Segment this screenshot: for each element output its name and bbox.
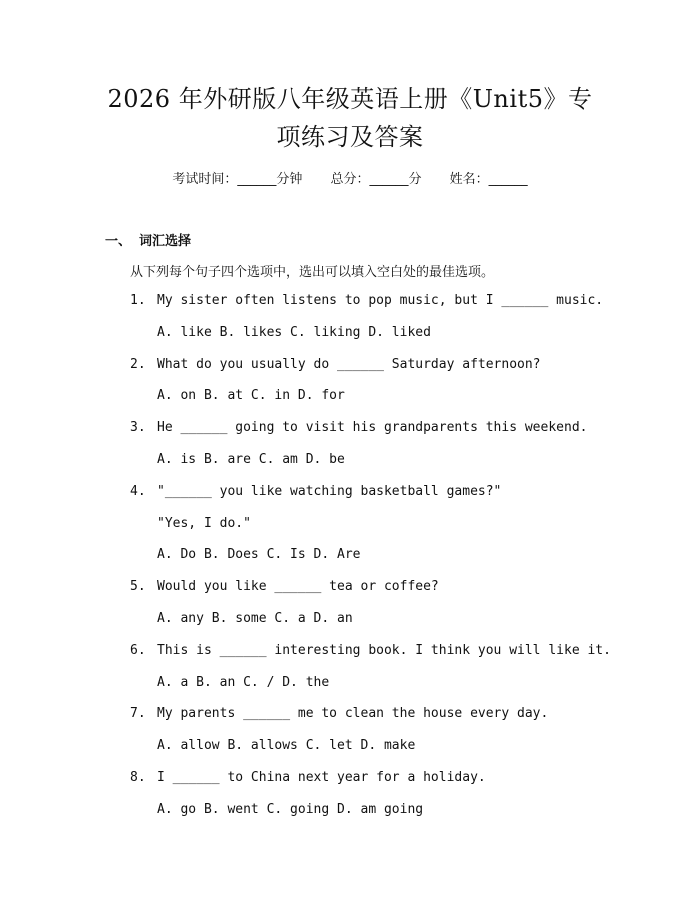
exam-time-label: 考试时间：______分钟 <box>172 172 303 187</box>
question-text: My sister often listens to pop music, but I ______ music. <box>157 293 604 308</box>
question-text: This is ______ interesting book. I think you will like it. <box>157 642 611 658</box>
student-name-label: 姓名：______ <box>449 172 528 187</box>
question-options: A. on B. at C. in D. for <box>157 388 345 404</box>
question-number: 8. <box>130 770 146 785</box>
question-text: What do you usually do ______ Saturday afternoon? <box>157 356 541 372</box>
question-number: 1. <box>130 293 146 308</box>
question-text: "______ you like watching basketball games?" <box>157 483 502 499</box>
question-text: He ______ going to visit his grandparents this weekend. <box>157 420 588 436</box>
question-number: 3. <box>130 420 146 436</box>
question-text: I ______ to China next year for a holiday. <box>157 770 486 785</box>
question-options: A. a B. an C. / D. the <box>157 674 330 690</box>
question-number: 4. <box>130 483 146 499</box>
question-options: A. go B. went C. going D. am going <box>157 801 424 817</box>
question-options: A. like B. likes C. liking D. liked <box>157 324 431 340</box>
question-number: 7. <box>130 706 146 722</box>
total-score-label: 总分：______分 <box>330 172 422 187</box>
section-number: 一、 <box>105 234 132 249</box>
section-instruction: 从下列每个句子四个选项中，选出可以填入空白处的最佳选项。 <box>130 265 495 280</box>
title-line-1: 2026 年外研版八年级英语上册《Unit5》专 <box>107 85 593 113</box>
question-options: A. allow B. allows C. let D. make <box>157 738 416 754</box>
question-options: A. any B. some C. a D. an <box>157 611 353 626</box>
question-number: 5. <box>130 579 146 595</box>
section-title: 词汇选择 <box>139 234 192 249</box>
question-options: A. is B. are C. am D. be <box>157 452 345 467</box>
question-options: A. Do B. Does C. Is D. Are <box>157 547 361 563</box>
question-text: Would you like ______ tea or coffee? <box>157 579 439 595</box>
question-text: "Yes, I do." <box>157 515 251 531</box>
question-text: My parents ______ me to clean the house every day. <box>157 706 549 722</box>
question-number: 6. <box>130 642 146 658</box>
title-line-2: 项练习及答案 <box>276 123 424 151</box>
question-number: 2. <box>130 356 146 372</box>
